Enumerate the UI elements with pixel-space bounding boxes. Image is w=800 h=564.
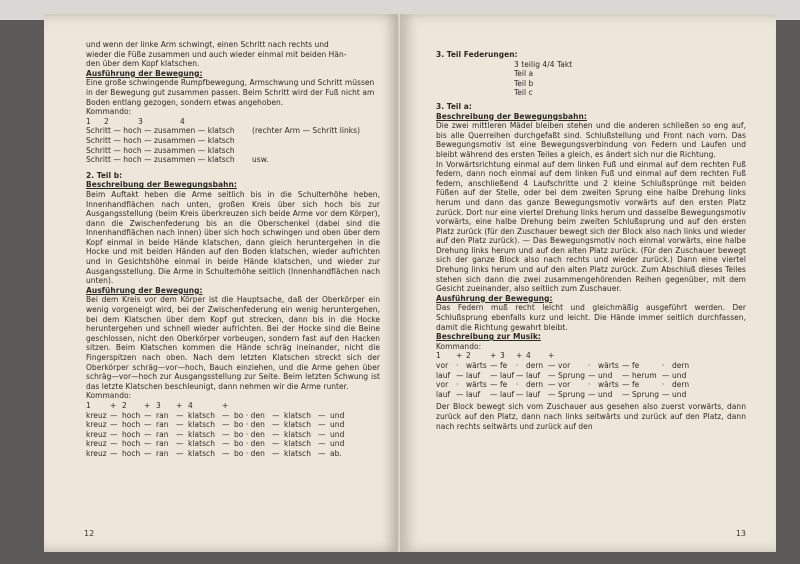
kommando-table-musik — [436, 351, 746, 399]
kommando-cell: kreuz — [86, 447, 107, 458]
kommando-cell: vor — [436, 360, 449, 370]
kommando-cell: lauf — [436, 369, 451, 380]
kommando-cell: klatsch — [284, 409, 311, 420]
kommando-cell: und — [330, 438, 345, 449]
kommando-cell: hoch — [122, 419, 141, 430]
section-heading: Ausführung der Bewegung: — [86, 284, 203, 295]
kommando-row: Schritt — hoch — zusammen — klatsch — [86, 125, 235, 136]
kommando-cell: kreuz — [86, 438, 107, 449]
kommando-cell: klatsch — [284, 438, 311, 449]
kommando-cell: vor — [558, 379, 571, 390]
kommando-cell: und — [672, 388, 687, 399]
kommando-row: Schritt — hoch — zusammen — klatsch — [86, 144, 235, 155]
kommando-cell: — — [110, 409, 118, 420]
kommando-cell: · — [662, 379, 665, 390]
kommando-cell: — — [222, 419, 230, 430]
kommando-note: (rechter Arm — Schritt links) — [252, 125, 361, 136]
paragraph: Der Block bewegt sich vom Zuschauer aus gesehen also zuerst vorwärts, dann zurück auf den Platz, dann nach links seitwärts und zurück auf den Platz, dann nach rechts seitwärts und zurück auf den — [436, 401, 746, 431]
paragraph: In Vorwärtsrichtung einmal auf dem linken Fuß und einmal auf dem rechten Fuß federn, dann noch einmal auf dem linken Fuß und einmal auf dem rechten Fuß federn, anschließend 4 Laufschritte und 2 kleine Schlußsprünge mit beiden Füßen auf der Stelle, oder bei dem zweiten Sprung eine halbe Drehung links herum und dann das ganze Bewegungsmotiv vorwärts auf den ersten Platz zurück. Dort nur eine viertel Drehung links herum und dasselbe Bewegungsmotiv vorwärts, eine halbe Drehung beim zweiten Schlußsprung und auf den ersten Platz zurück (für den Zuschauer bewegt sich der Block also nach links und wieder auf den Platz zurück). — Das Bewegungsmotiv noch einmal vorwärts, eine halbe Drehung links herum und auf den alten Platz zurück. (Für den Zuschauer bewegt sich der ganze Block also nach rechts und wieder zurück.) Dann eine viertel Drehung links herum und auf den alten Platz zurück. Zum Abschluß dieses Teiles stehen sich dann die zwei zusammengehörenden Reihen gegenüber, mit dem Gesicht zueinander, also seitlich zum Zuschauer. — [436, 158, 746, 294]
kommando-note — [252, 146, 380, 156]
kommando-cell: wärts — [598, 360, 619, 370]
kommando-cell: · — [456, 360, 459, 370]
teil-item: 3 teilig 4/4 Takt — [514, 58, 573, 69]
kommando-cell: — — [490, 388, 498, 399]
kommando-cell: dern — [672, 360, 690, 370]
kommando-cell: — — [176, 409, 184, 420]
kommando-cell: wärts — [598, 379, 619, 390]
kommando-cell: — — [622, 360, 630, 370]
kommando-cell: — — [456, 388, 464, 399]
kommando-cell: — — [144, 438, 152, 449]
count-header: 3 — [156, 399, 161, 410]
kommando-cell: — — [110, 447, 118, 458]
kommando-cell: — — [222, 409, 230, 420]
intro-line: und wenn der linke Arm schwingt, einen Schritt nach rechts und — [86, 39, 329, 49]
kommando-cell: kreuz — [86, 428, 107, 439]
kommando-cell: lauf — [526, 388, 541, 399]
kommando-cell: — — [222, 428, 230, 439]
count-header: + — [222, 399, 229, 410]
kommando-cell: klatsch — [188, 419, 215, 430]
kommando-cell: · — [588, 360, 591, 370]
kommando-cell: dern — [526, 379, 544, 390]
kommando-cell: — — [272, 428, 280, 439]
right-page-text — [436, 50, 746, 431]
kommando-cell: — — [548, 360, 556, 370]
kommando-cell: klatsch — [188, 447, 215, 458]
section-heading: Beschreibung der Bewegungsbahn: — [436, 110, 587, 121]
kommando-cell: hoch — [122, 438, 141, 449]
left-page — [44, 14, 400, 552]
kommando-cell: bo · den — [234, 419, 265, 430]
teil-item: Teil a — [514, 68, 534, 79]
kommando-cell: und — [330, 409, 345, 420]
intro-line: den über dem Kopf klatschen. — [86, 58, 200, 69]
section-heading: Beschreibung der Bewegungsbahn: — [86, 179, 237, 190]
count-header: + — [110, 399, 117, 410]
kommando-cell: vor — [558, 360, 571, 370]
kommando-cell: — — [318, 409, 326, 420]
count-number: 3 — [138, 115, 143, 126]
kommando-cell: — — [176, 428, 184, 439]
kommando-cell: — — [622, 388, 630, 399]
kommando-cell: dern — [526, 360, 544, 370]
kommando-cell: — — [176, 447, 184, 458]
kommando-cell: — — [110, 419, 118, 430]
kommando-note: usw. — [252, 154, 269, 165]
section-heading: Ausführung der Bewegung: — [436, 292, 553, 303]
count-header: + — [456, 350, 463, 361]
kommando-cell: · — [662, 360, 665, 370]
kommando-cell: — — [222, 447, 230, 458]
kommando-cell: bo · den — [234, 447, 265, 458]
intro-line: wieder die Füße zusammen und auch wieder einmal mit beiden Hän- — [86, 48, 347, 59]
kommando-cell: klatsch — [284, 428, 311, 439]
paragraph: Beim Auftakt heben die Arme seitlich bis in die Schulterhöhe heben, Innenhandflächen nach unten, großen Kreis über sich hoch bis zur Ausgangsstellung (beim Kreis überkreuzen sich beide Arme vor dem Körper), dann die Zwischenfederung bis an die Oberschenkel (dabei sind die Innenhandflächen nach innen) über sich hoch schwingen und oben über dem Kopf einmal in beide Hände klatschen, dann gleich heruntergehen in die Hocke und mit beiden Händen auf den Boden klatschen, wieder aufrichten und in Gesichtshöhe einmal in beide Hände klatschen, und wieder zur Ausgangsstellung. Die Arme in Schulterhöhe seitlich (Innenhandflächen nach unten). — [86, 188, 380, 286]
kommando-cell: — — [548, 388, 556, 399]
kommando-cell: — — [318, 428, 326, 439]
kommando-cell: — — [272, 409, 280, 420]
kommando-cell: herum — [632, 369, 657, 380]
kommando-cell: — — [662, 388, 670, 399]
kommando-cell: bo · den — [234, 438, 265, 449]
kommando-cell: · — [516, 379, 519, 390]
count-header: + — [176, 399, 183, 410]
kommando-cell: — — [110, 428, 118, 439]
kommando-cell: bo · den — [234, 409, 265, 420]
count-header: 4 — [526, 350, 531, 361]
count-header: 1 — [86, 399, 91, 410]
kommando-cell: — — [548, 369, 556, 380]
teil-list — [436, 60, 746, 98]
kommando-cell: — — [222, 438, 230, 449]
kommando-cell: fe — [632, 379, 640, 390]
page-number: 13 — [735, 529, 746, 538]
kommando-cell: · — [588, 379, 591, 390]
count-header: 1 — [436, 350, 441, 361]
paragraph: Das Federn muß recht leicht und gleichmäßig ausgeführt werden. Der Schlußsprung ebenfalls kurz und leicht. Die Hände immer seitlich durchfassen, damit die Richtung gewahrt bleibt. — [436, 302, 746, 332]
kommando-cell: klatsch — [284, 419, 311, 430]
kommando-cell: bo · den — [234, 428, 265, 439]
teil-item: Teil b — [514, 77, 534, 88]
kommando-cell: Sprung — [558, 388, 586, 399]
paragraph: Bei dem Kreis vor dem Körper ist die Hauptsache, daß der Oberkörper ein wenig vorgeneigt wird, bei der Zwischenfederung ein wenig heruntergehen, bei dem Klatschen über dem Kopf gut strecken, dann bis in die Hocke heruntergehen und schnell wieder aufrichten. Bei der Hocke sind die Beine geschlossen, nicht den Oberkörper vorbeugen, sondern fast auf den Hacken sitzen. Beim Klatschen kommen die Hände schräg ineinander, nicht die Fingerspitzen nach oben. Nach dem letzten Klatschen streckt sich der Oberkörper schräg—vor—hoch, Bauch einziehen, und die Arme gehen über schräg—vor—hoch zur Ausgangsstellung zur Seite. Beim letzten Schwung ist das letzte Klatschen beschleunigt, dann nehmen wir die Arme runter. — [86, 294, 380, 391]
kommando-cell: und — [598, 369, 613, 380]
kommando-cell: — — [272, 438, 280, 449]
kommando-cell: lauf — [436, 388, 451, 399]
kommando-cell: ran — [156, 438, 169, 449]
kommando-cell: dern — [672, 379, 690, 390]
kommando-cell: fe — [500, 360, 508, 370]
kommando-cell: wärts — [466, 379, 487, 390]
kommando-label: Kommando: — [86, 390, 132, 401]
count-number: 4 — [180, 115, 185, 126]
kommando-cell: · — [516, 360, 519, 370]
count-header: 3 — [500, 350, 505, 361]
kommando-cell: hoch — [122, 428, 141, 439]
kommando-cell: — — [272, 447, 280, 458]
kommando-cell: wärts — [466, 360, 487, 370]
kommando-cell: · — [456, 379, 459, 390]
kommando-cell: hoch — [122, 409, 141, 420]
kommando-cell: — — [588, 369, 596, 380]
kommando-cell: — — [144, 419, 152, 430]
kommando-cell: und — [672, 369, 687, 380]
part-heading: 2. Teil b: — [86, 169, 123, 180]
kommando-cell: lauf — [500, 388, 515, 399]
kommando-cell: — — [318, 447, 326, 458]
kommando-cell: ab. — [330, 447, 342, 458]
kommando-cell: — — [490, 369, 498, 380]
kommando-cell: — — [588, 388, 596, 399]
kommando-cell: — — [662, 369, 670, 380]
kommando-cell: — — [490, 379, 498, 390]
kommando-label: Kommando: — [436, 340, 482, 351]
kommando-cell: Sprung — [632, 388, 660, 399]
kommando-cell: — — [144, 409, 152, 420]
kommando-cell: — — [176, 438, 184, 449]
kommando-cell: lauf — [466, 388, 481, 399]
kommando-cell: — — [622, 379, 630, 390]
paragraph: Die zwei mittleren Mädel bleiben stehen und die anderen schließen so eng auf, bis alle Querreihen durchgefaßt sind. Schlußstellung und Front nach vorn. Das Bewegungsmotiv ist eine Bewegungsverbindung von Federn und Laufen und bleibt während des ersten Teiles a gleich, es ändert sich nur die Richtung. — [436, 120, 746, 159]
kommando-cell: und — [330, 428, 345, 439]
kommando-row: Schritt — hoch — zusammen — klatsch — [86, 134, 235, 145]
kommando-cell: — — [272, 419, 280, 430]
kommando-cell: — — [548, 379, 556, 390]
count-header: 2 — [466, 350, 471, 361]
kommando-cell: lauf — [500, 369, 515, 380]
kommando-cell: kreuz — [86, 409, 107, 420]
kommando-cell: klatsch — [188, 438, 215, 449]
part-heading: 3. Teil a: — [436, 100, 472, 111]
part-heading: 3. Teil Federungen: — [436, 49, 518, 59]
kommando-cell: klatsch — [284, 447, 311, 458]
count-header: + — [490, 350, 497, 361]
count-number: 2 — [104, 115, 109, 126]
kommando-cell: hoch — [122, 447, 141, 458]
kommando-cell: fe — [632, 360, 640, 370]
kommando-cell: lauf — [526, 369, 541, 380]
count-header: + — [548, 350, 555, 361]
paragraph: Eine große schwingende Rumpfbewegung, Armschwung und Schritt müssen in der Bewegung gut zusammen passen. Beim Schritt wird der Fuß nicht am Boden entlang gezogen, sondern etwas angehoben. — [86, 77, 375, 107]
count-header: 2 — [122, 399, 127, 410]
kommando-cell: — — [110, 438, 118, 449]
kommando-cell: kreuz — [86, 419, 107, 430]
kommando-table-2 — [86, 401, 380, 459]
kommando-cell: — — [144, 428, 152, 439]
kommando-label: Kommando: — [86, 106, 132, 117]
kommando-cell: ran — [156, 409, 169, 420]
left-page-text — [86, 40, 380, 459]
kommando-cell: — — [176, 419, 184, 430]
kommando-note — [252, 136, 380, 146]
kommando-cell: ran — [156, 447, 169, 458]
section-heading: Beschreibung zur Musik: — [436, 331, 541, 342]
kommando-cell: — — [622, 369, 630, 380]
count-header: + — [144, 399, 151, 410]
section-heading: Ausführung der Bewegung: — [86, 67, 203, 78]
kommando-cell: ran — [156, 419, 169, 430]
kommando-cell: vor — [436, 379, 449, 390]
kommando-cell: — — [144, 447, 152, 458]
kommando-cell: — — [516, 369, 524, 380]
kommando-cell: — — [490, 360, 498, 370]
kommando-cell: — — [456, 369, 464, 380]
kommando-row: Schritt — hoch — zusammen — klatsch — [86, 154, 235, 165]
count-number: 1 — [86, 115, 91, 126]
kommando-cell: — — [318, 438, 326, 449]
right-page — [400, 14, 776, 552]
kommando-cell: und — [330, 419, 345, 430]
kommando-cell: klatsch — [188, 428, 215, 439]
kommando-cell: fe — [500, 379, 508, 390]
page-number: 12 — [84, 529, 95, 538]
count-header: 4 — [188, 399, 193, 410]
count-header: + — [516, 350, 523, 361]
kommando-cell: — — [318, 419, 326, 430]
kommando-cell: — — [516, 388, 524, 399]
kommando-cell: Sprung — [558, 369, 586, 380]
kommando-cell: lauf — [466, 369, 481, 380]
kommando-cell: ran — [156, 428, 169, 439]
teil-item: Teil c — [514, 87, 533, 98]
kommando-cell: klatsch — [188, 409, 215, 420]
kommando-cell: und — [598, 388, 613, 399]
kommando-rows — [86, 126, 380, 164]
